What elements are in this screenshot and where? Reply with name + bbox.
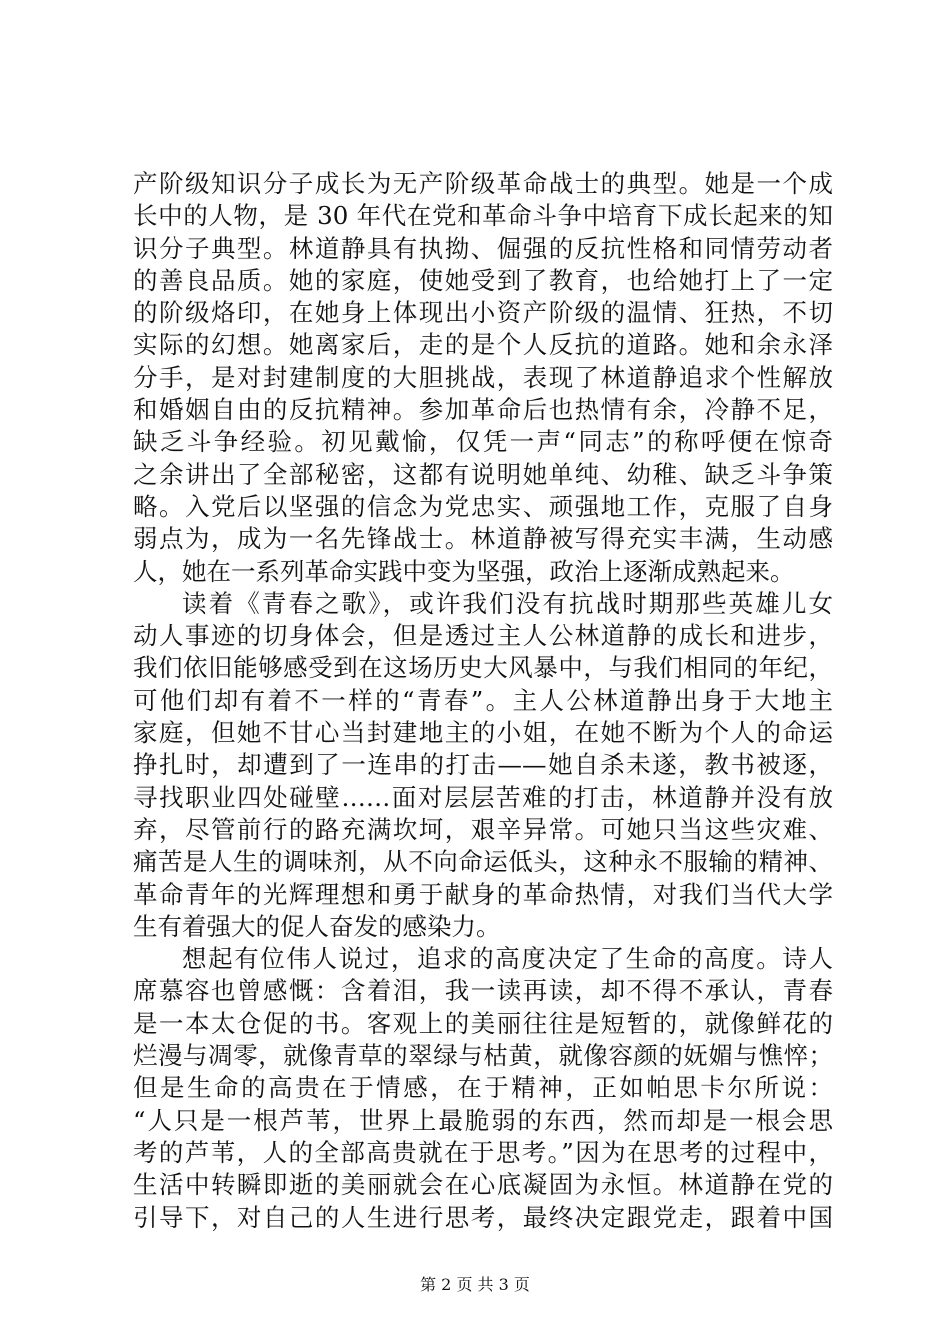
text-line: 和婚姻自由的反抗精神。参加革命后也热情有余，冷静不足， [133,395,833,425]
text-line: 产阶级知识分子成长为无产阶级革命战士的典型。她是一个成 [133,169,833,198]
text-line: 考的芦苇，人的全部高贵就在于思考。”因为在思考的过程中， [133,1137,833,1167]
text-line: 引导下，对自己的人生进行思考，最终决定跟党走，跟着中国 [133,1202,833,1232]
text-line: 识分子典型。林道静具有执拗、倔强的反抗性格和同情劳动者 [133,233,833,263]
text-line: 的善良品质。她的家庭，使她受到了教育，也给她打上了一定 [133,265,833,295]
text-line: 分手，是对封建制度的大胆挑战，表现了林道静追求个性解放 [133,362,833,392]
text-line: 人，她在一系列革命实践中变为坚强，政治上逐渐成熟起来。 [133,556,795,586]
text-line: 烂漫与凋零，就像青草的翠绿与枯黄，就像容颜的妩媚与憔悴； [133,1041,833,1071]
text-line: 生活中转瞬即逝的美丽就会在心底凝固为永恒。林道静在党的 [133,1170,833,1200]
paragraph-start-line: 读着《青春之歌》，或许我们没有抗战时期那些英雄儿女 [182,588,833,618]
text-line: 动人事迹的切身体会，但是透过主人公林道静的成长和进步， [133,621,833,651]
text-line: 革命青年的光辉理想和勇于献身的革命热情，对我们当代大学 [133,879,833,909]
text-line: 但是生命的高贵在于情感，在于精神，正如帕思卡尔所说： [133,1073,833,1103]
text-line: 是一本太仓促的书。客观上的美丽往往是短暂的，就像鲜花的 [133,1008,833,1038]
text-line: 略。入党后以坚强的信念为党忠实、顽强地工作，克服了自身 [133,491,833,521]
text-line: 的阶级烙印，在她身上体现出小资产阶级的温情、狂热，不切 [133,298,833,328]
text-line: 长中的人物，是 30 年代在党和革命斗争中培育下成长起来的知 [133,201,833,231]
text-line: 生有着强大的促人奋发的感染力。 [133,911,501,941]
text-line: 家庭，但她不甘心当封建地主的小姐，在她不断为个人的命运 [133,718,833,748]
text-line: 之余讲出了全部秘密，这都有说明她单纯、幼稚、缺乏斗争策 [133,459,833,489]
text-line: 弱点为，成为一名先锋战士。林道静被写得充实丰满，生动感 [133,524,833,554]
text-line: 实际的幻想。她离家后，走的是个人反抗的道路。她和余永泽 [133,330,833,360]
page-number-footer: 第 2 页 共 3 页 [420,1275,530,1294]
text-line: 寻找职业四处碰壁……面对层层苦难的打击，林道静并没有放 [133,782,833,812]
text-line: “人只是一根芦苇，世界上最脆弱的东西，然而却是一根会思 [133,1105,833,1135]
text-line: 可他们却有着不一样的“青春”。主人公林道静出身于大地主 [133,685,833,715]
paragraph-start-line: 想起有位伟人说过，追求的高度决定了生命的高度。诗人 [182,944,833,974]
text-line: 席慕容也曾感慨：含着泪，我一读再读，却不得不承认，青春 [133,976,833,1006]
text-line: 弃，尽管前行的路充满坎坷，艰辛异常。可她只当这些灾难、 [133,814,833,844]
body-text [133,168,833,1234]
text-line: 挣扎时，却遭到了一连串的打击——她自杀未遂，教书被逐， [133,750,833,780]
text-line: 痛苦是人生的调味剂，从不向命运低头，这种永不服输的精神、 [133,847,833,877]
text-line: 我们依旧能够感受到在这场历史大风暴中，与我们相同的年纪， [133,653,833,683]
text-line: 缺乏斗争经验。初见戴愉，仅凭一声“同志”的称呼便在惊奇 [133,427,833,457]
